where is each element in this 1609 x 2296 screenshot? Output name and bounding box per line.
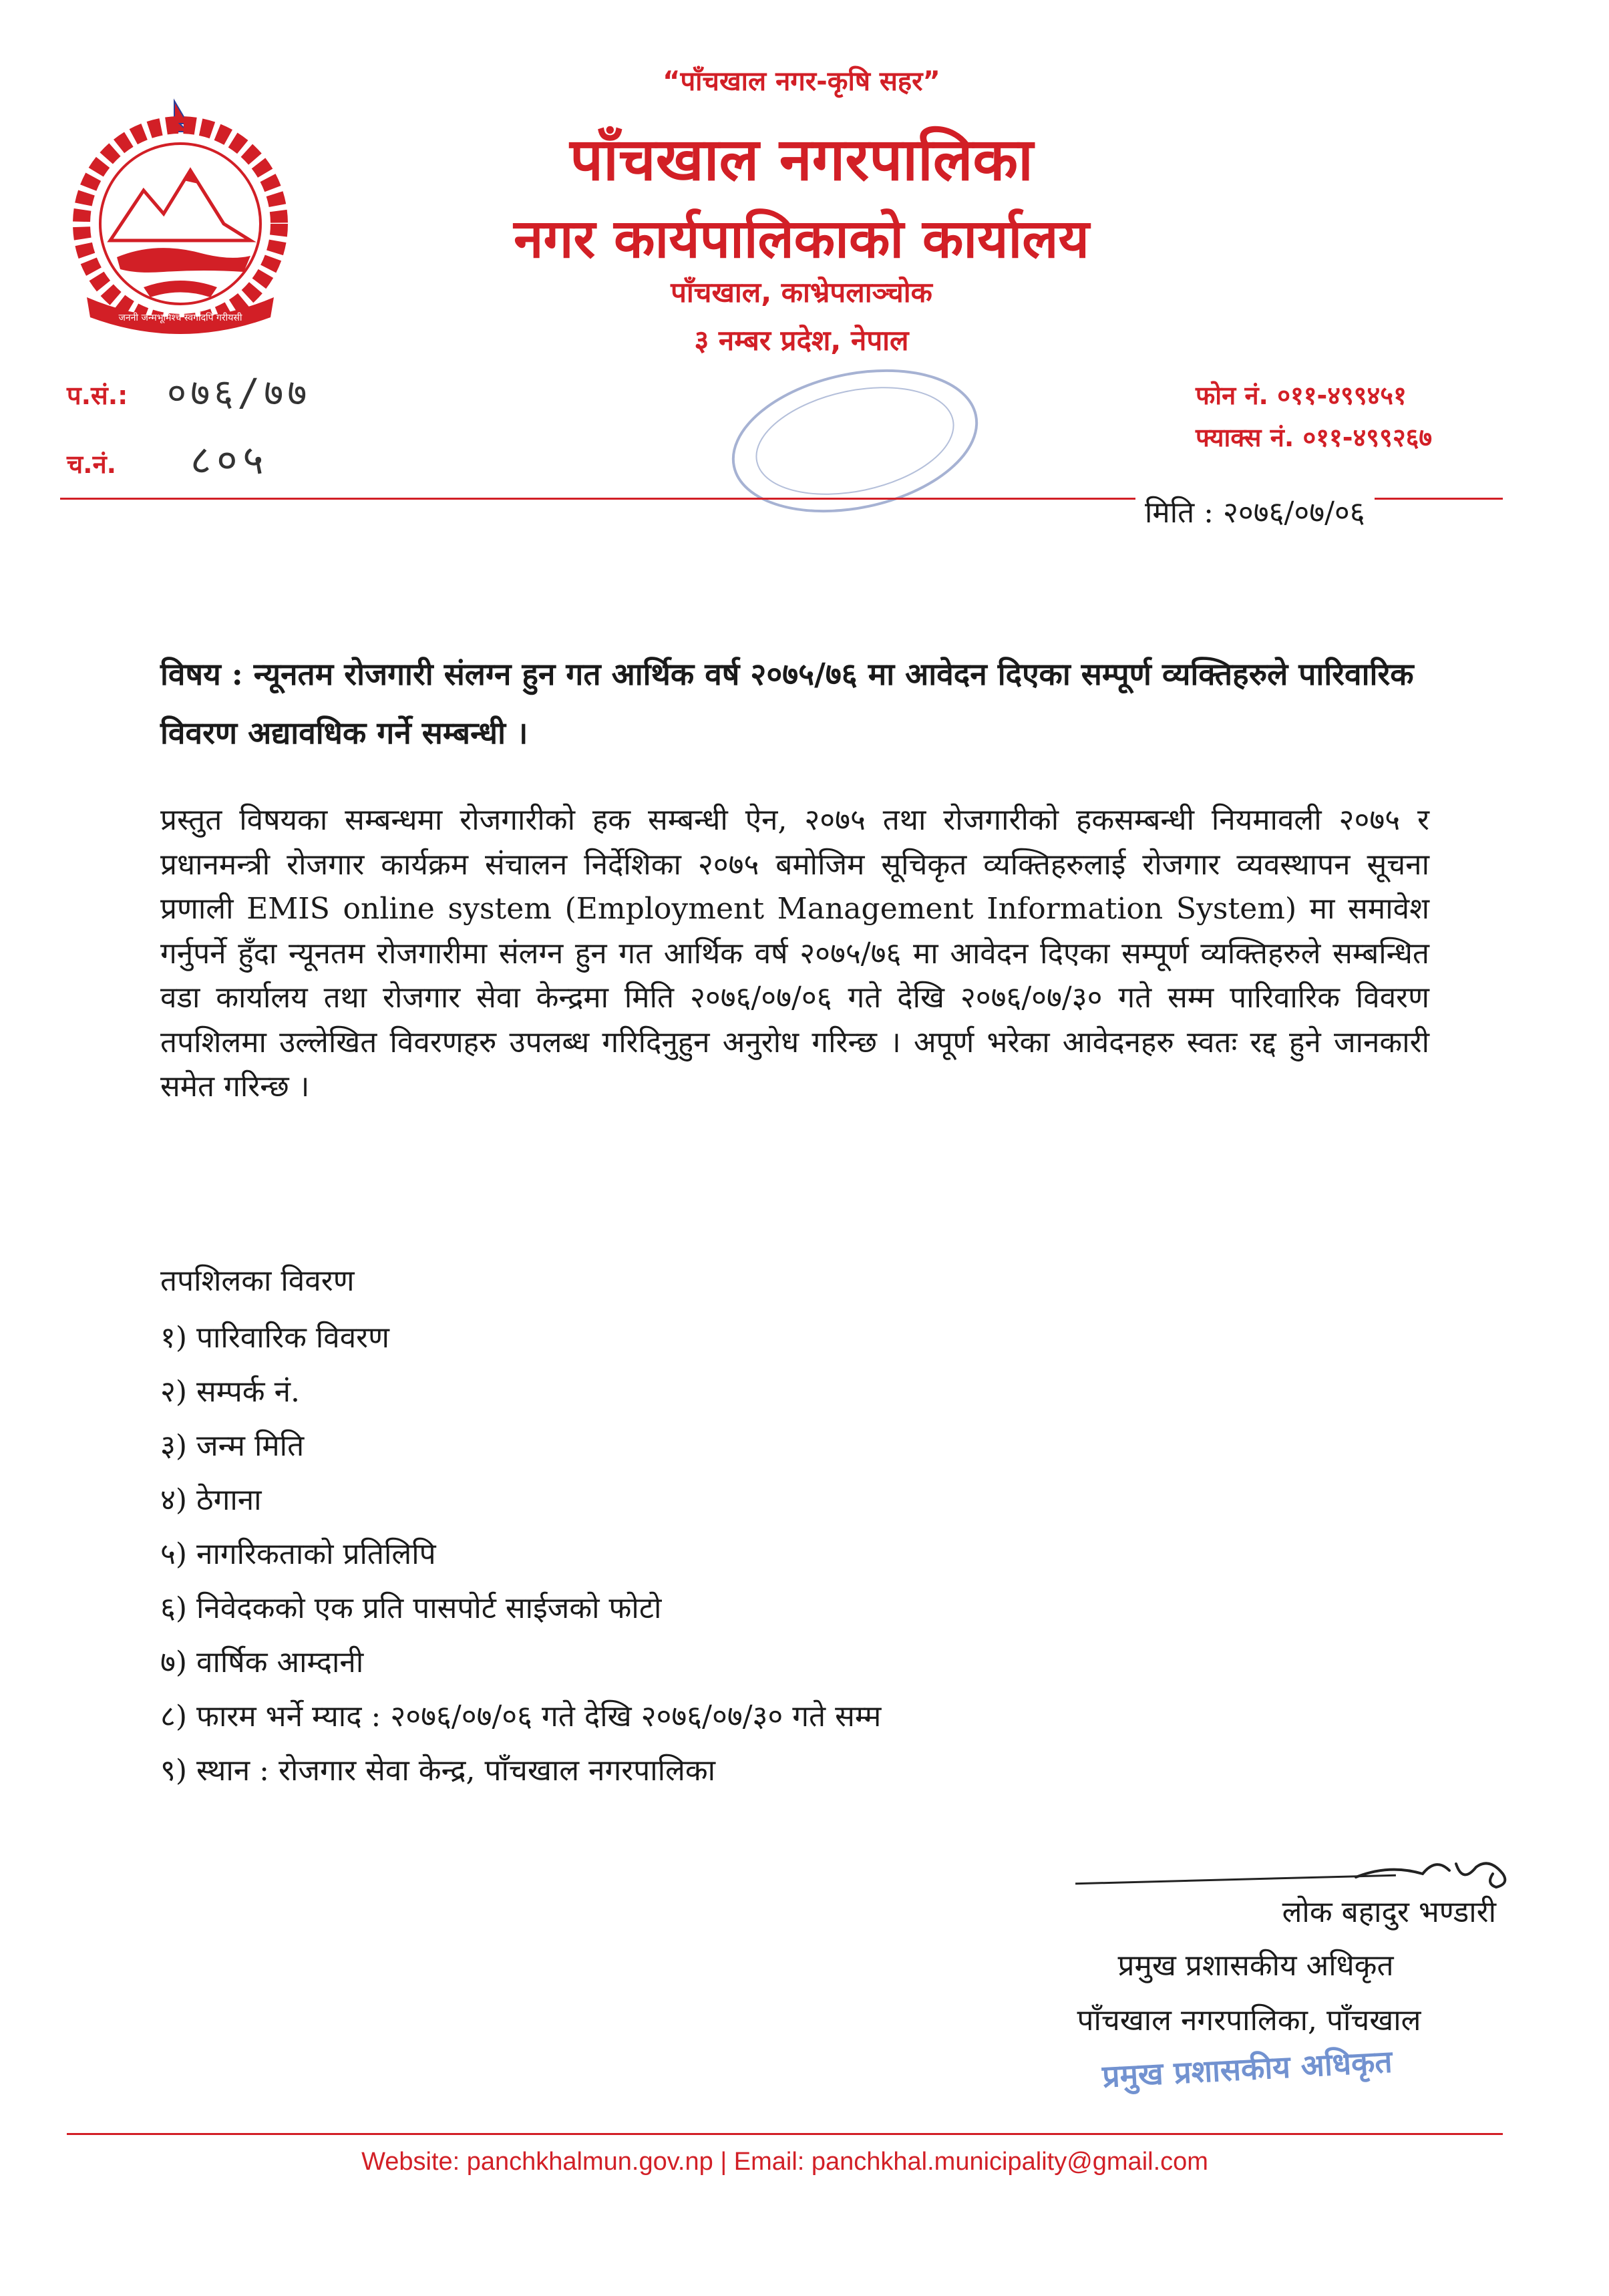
footer-divider — [67, 2133, 1503, 2135]
signature-line — [1075, 1874, 1396, 1885]
list-item: ४) ठेगाना — [160, 1483, 262, 1517]
fax-number: फ्याक्स नं. ०११-४९९२६७ — [1196, 423, 1433, 452]
list-item: ६) निवेदकको एक प्रति पासपोर्ट साईजको फोटो — [160, 1591, 662, 1625]
phone-number: फोन नं. ०११-४९९४५१ — [1196, 381, 1407, 410]
reference-number-label: प.सं.: — [67, 381, 128, 410]
office-name-heading: पाँचखाल नगरपालिका — [570, 125, 1033, 194]
footer-contact: Website: panchkhalmun.gov.np | Email: panchkhal.municipality@gmail.com — [361, 2148, 1208, 2176]
list-item: ७) वार्षिक आम्दानी — [160, 1645, 364, 1679]
letter-subject: विषय : न्यूनतम रोजगारी संलग्न हुन गत आर्थिक वर्ष २०७५/७६ मा आवेदन दिएका सम्पूर्ण व्यक्तिहरुले पारिवारिक विवरण अद्यावधिक गर्ने सम्बन्धी । — [160, 656, 1414, 751]
emblem-banner-text: जननी जन्मभूमिश्च स्वर्गादपि गरीयसी — [118, 313, 242, 323]
letter-body-paragraph: प्रस्तुत विषयका सम्बन्धमा रोजगारीको हक सम्बन्धी ऐन, २०७५ तथा रोजगारीको हकसम्बन्धी नियमावली २०७५ र प्रधानमन्त्री रोजगार कार्यक्रम संचालन निर्देशिका २०७५ बमोजिम सूचिकृत व्यक्तिहरुलाई रोजगार व्यवस्थापन सूचना प्रणाली EMIS online system (Employment Management Information System) मा समावेश गर्नुपर्ने हुँदा न्यूनतम रोजगारीमा संलग्न हुन गत आर्थिक वर्ष २०७५/७६ मा आवेदन दिएका सम्पूर्ण व्यक्तिहरुले सम्बन्धित वडा कार्यालय तथा रोजगार सेवा केन्द्रमा मिति २०७६/०७/०६ गते देखि २०७६/०७/३० गते सम्म पारिवारिक विवरण तपशिलमा उल्लेखित विवरणहरु उपलब्ध गरिदिनुहुन अनुरोध गरिन्छ । अपूर्ण भरेका आवेदनहरु स्वतः रद्द हुने जानकारी समेत गरिन्छ । — [160, 803, 1429, 1104]
municipality-slogan: “पाँचखाल नगर-कृषि सहर” — [663, 66, 940, 97]
dispatch-number-handwritten: ८०५ — [190, 437, 269, 484]
address-line-1: पाँचखाल, काभ्रेपलाञ्चोक — [671, 276, 932, 309]
list-item: ९) स्थान : रोजगार सेवा केन्द्र, पाँचखाल नगरपालिका — [160, 1754, 716, 1788]
list-item: १) पारिवारिक विवरण — [160, 1321, 389, 1355]
signatory-name: लोक बहादुर भण्डारी — [1282, 1895, 1496, 1929]
office-round-stamp — [721, 364, 989, 518]
signatory-office: पाँचखाल नगरपालिका, पाँचखाल — [1077, 2003, 1421, 2037]
list-item: ८) फारम भर्ने म्याद : २०७६/०७/०६ गते देखि २०७६/०७/३० गते सम्म — [160, 1699, 882, 1734]
list-item: ५) नागरिकताको प्रतिलिपि — [160, 1537, 436, 1571]
letter-date: मिति : २०७६/०७/०६ — [1135, 491, 1375, 531]
details-list — [160, 1311, 881, 1798]
signatory-title: प्रमुख प्रशासकीय अधिकृत — [1117, 1949, 1394, 1983]
dispatch-number-label: च.नं. — [67, 450, 117, 479]
reference-number-handwritten: ०७६/७७ — [167, 371, 311, 415]
list-item: २) सम्पर्क नं. — [160, 1375, 300, 1409]
designation-stamp: प्रमुख प्रशासकीय अधिकृत — [1101, 2043, 1393, 2095]
details-list-title: तपशिलका विवरण — [160, 1264, 355, 1298]
address-line-2: ३ नम्बर प्रदेश, नेपाल — [694, 324, 909, 357]
list-item: ३) जन्म मिति — [160, 1429, 305, 1463]
nepal-emblem-logo — [57, 97, 304, 337]
office-subheading: नगर कार्यपालिकाको कार्यालय — [514, 208, 1089, 270]
